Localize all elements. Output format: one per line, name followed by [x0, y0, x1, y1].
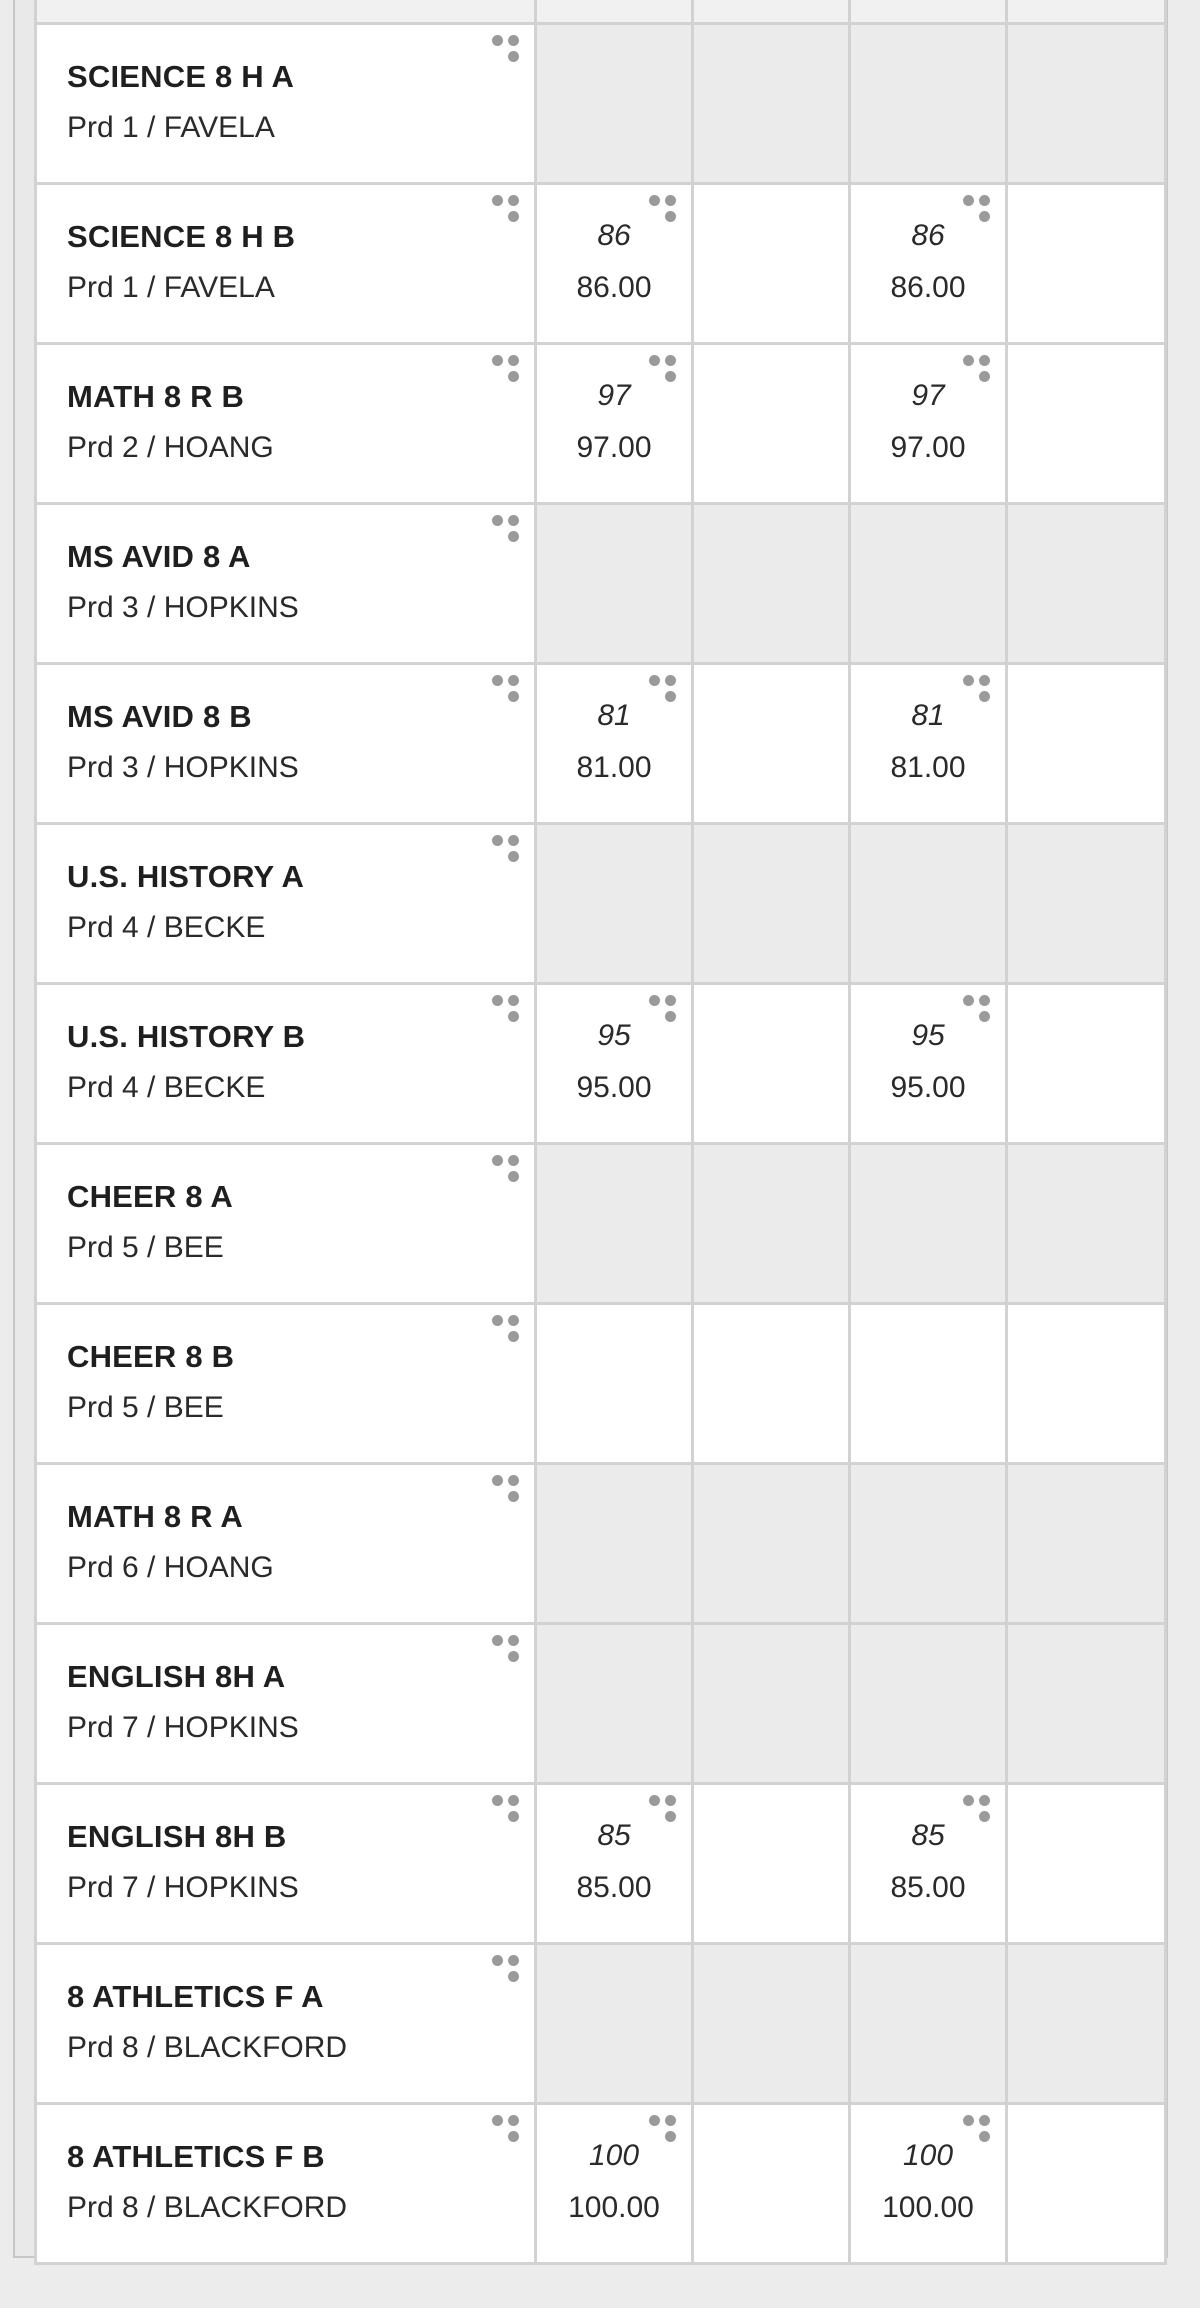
course-name: MS AVID 8 B: [67, 699, 252, 734]
more-options-icon[interactable]: [963, 995, 995, 1025]
grade-cell-term-3[interactable]: [850, 1304, 1007, 1464]
course-row: [36, 2104, 1166, 2264]
course-name: ENGLISH 8H A: [67, 1659, 286, 1694]
grade-cell-term-2[interactable]: [693, 984, 850, 1144]
course-period-teacher: Prd 5 / BEE: [67, 1231, 224, 1264]
grade-cell-term-2[interactable]: [693, 24, 850, 184]
grade-cell-term-4[interactable]: [1007, 1144, 1166, 1304]
course-name: SCIENCE 8 H B: [67, 219, 296, 254]
grade-mark: 86: [597, 219, 631, 252]
course-period-teacher: Prd 8 / BLACKFORD: [67, 2191, 348, 2224]
grade-cell-term-4[interactable]: [1007, 984, 1166, 1144]
course-name: ENGLISH 8H B: [67, 1819, 287, 1854]
course-period-teacher: Prd 7 / HOPKINS: [67, 1871, 299, 1904]
more-options-icon[interactable]: [649, 355, 681, 385]
grade-cell-term-2[interactable]: [693, 1144, 850, 1304]
more-options-icon[interactable]: [492, 675, 524, 705]
grade-mark: 97: [911, 379, 945, 412]
grade-cell-term-1[interactable]: [536, 24, 693, 184]
grade-mark: 100: [588, 2139, 640, 2172]
more-options-icon[interactable]: [492, 995, 524, 1025]
course-cell[interactable]: [36, 2104, 536, 2264]
grade-cell-term-1[interactable]: [536, 184, 693, 344]
grade-cell-term-1[interactable]: [536, 1624, 693, 1784]
grade-cell-term-3[interactable]: [850, 2104, 1007, 2264]
course-name: CHEER 8 A: [67, 1179, 234, 1214]
grade-cell-term-2[interactable]: [693, 1304, 850, 1464]
course-row: [36, 344, 1166, 504]
course-cell[interactable]: [36, 1784, 536, 1944]
grade-mark: 81: [911, 699, 945, 732]
grade-percent: 97.00: [890, 431, 966, 464]
grade-cell-term-4[interactable]: [1007, 1784, 1166, 1944]
grade-cell-term-1[interactable]: [536, 824, 693, 984]
course-cell[interactable]: [36, 824, 536, 984]
course-period-teacher: Prd 3 / HOPKINS: [67, 751, 299, 784]
grade-mark: 85: [911, 1819, 945, 1852]
more-options-icon[interactable]: [492, 835, 524, 865]
grade-percent: 95.00: [576, 1071, 652, 1104]
header-cell-term-4: [1007, 0, 1166, 24]
grade-percent: 85.00: [890, 1871, 966, 1904]
grade-cell-term-4[interactable]: [1007, 24, 1166, 184]
course-cell[interactable]: [36, 1144, 536, 1304]
course-period-teacher: Prd 6 / HOANG: [67, 1551, 274, 1584]
course-period-teacher: Prd 4 / BECKE: [67, 1071, 266, 1104]
more-options-icon[interactable]: [963, 1795, 995, 1825]
grade-cell-term-3[interactable]: [850, 1144, 1007, 1304]
grade-cell-term-2[interactable]: [693, 1784, 850, 1944]
more-options-icon[interactable]: [963, 355, 995, 385]
more-options-icon[interactable]: [649, 1795, 681, 1825]
grade-cell-term-3[interactable]: [850, 1624, 1007, 1784]
more-options-icon[interactable]: [649, 195, 681, 225]
course-name: 8 ATHLETICS F A: [67, 1979, 324, 2014]
course-name: U.S. HISTORY B: [67, 1019, 306, 1054]
grade-cell-term-3[interactable]: [850, 1464, 1007, 1624]
course-cell[interactable]: [36, 344, 536, 504]
grade-cell-term-3[interactable]: [850, 504, 1007, 664]
course-name: MATH 8 R B: [67, 379, 245, 414]
course-cell[interactable]: [36, 664, 536, 824]
course-cell[interactable]: [36, 984, 536, 1144]
grade-cell-term-4[interactable]: [1007, 2104, 1166, 2264]
grade-cell-term-4[interactable]: [1007, 1624, 1166, 1784]
course-name: 8 ATHLETICS F B: [67, 2139, 325, 2174]
grade-cell-term-2[interactable]: [693, 664, 850, 824]
more-options-icon[interactable]: [963, 2115, 995, 2145]
course-period-teacher: Prd 1 / FAVELA: [67, 271, 275, 304]
grade-cell-term-1[interactable]: [536, 1144, 693, 1304]
grade-cell-term-4[interactable]: [1007, 1944, 1166, 2104]
course-row: [36, 824, 1166, 984]
header-cell-term-1: [536, 0, 693, 24]
grade-cell-term-3[interactable]: [850, 984, 1007, 1144]
more-options-icon[interactable]: [492, 1315, 524, 1345]
grade-mark: 95: [911, 1019, 945, 1052]
grade-cell-term-4[interactable]: [1007, 1304, 1166, 1464]
more-options-icon[interactable]: [963, 675, 995, 705]
course-row: [36, 984, 1166, 1144]
course-cell[interactable]: [36, 504, 536, 664]
course-period-teacher: Prd 4 / BECKE: [67, 911, 266, 944]
course-name: CHEER 8 B: [67, 1339, 235, 1374]
grade-cell-term-1[interactable]: [536, 344, 693, 504]
course-row: [36, 184, 1166, 344]
course-row: [36, 1144, 1166, 1304]
header-cell-term-3: [850, 0, 1007, 24]
course-name: U.S. HISTORY A: [67, 859, 305, 894]
grade-cell-term-2[interactable]: [693, 1464, 850, 1624]
grade-cell-term-3[interactable]: [850, 184, 1007, 344]
grade-cell-term-4[interactable]: [1007, 664, 1166, 824]
course-row: [36, 1784, 1166, 1944]
grade-cell-term-1[interactable]: [536, 664, 693, 824]
more-options-icon[interactable]: [492, 195, 524, 225]
grade-percent: 86.00: [576, 271, 652, 304]
more-options-icon[interactable]: [492, 515, 524, 545]
more-options-icon[interactable]: [649, 2115, 681, 2145]
grade-cell-term-4[interactable]: [1007, 344, 1166, 504]
grade-cell-term-3[interactable]: [850, 24, 1007, 184]
course-name: MATH 8 R A: [67, 1499, 243, 1534]
course-cell[interactable]: [36, 1464, 536, 1624]
more-options-icon[interactable]: [492, 355, 524, 385]
more-options-icon[interactable]: [492, 1795, 524, 1825]
grade-percent: 95.00: [890, 1071, 966, 1104]
grade-cell-term-4[interactable]: [1007, 824, 1166, 984]
course-period-teacher: Prd 8 / BLACKFORD: [67, 2031, 348, 2064]
grades-table: [34, 0, 1167, 2265]
grade-cell-term-4[interactable]: [1007, 1464, 1166, 1624]
more-options-icon[interactable]: [649, 995, 681, 1025]
course-cell[interactable]: [36, 1304, 536, 1464]
header-cell-term-2: [693, 0, 850, 24]
course-period-teacher: Prd 5 / BEE: [67, 1391, 224, 1424]
grade-cell-term-2[interactable]: [693, 504, 850, 664]
grade-mark: 95: [597, 1019, 631, 1052]
table-header-row: [36, 0, 1166, 24]
course-cell[interactable]: [36, 24, 536, 184]
grade-percent: 81.00: [890, 751, 966, 784]
grade-percent: 100.00: [568, 2191, 660, 2224]
grade-percent: 86.00: [890, 271, 966, 304]
header-cell-course: [36, 0, 536, 24]
more-options-icon[interactable]: [492, 1475, 524, 1505]
grade-cell-term-3[interactable]: [850, 664, 1007, 824]
grade-percent: 100.00: [882, 2191, 974, 2224]
course-period-teacher: Prd 3 / HOPKINS: [67, 591, 299, 624]
course-row: [36, 504, 1166, 664]
course-name: MS AVID 8 A: [67, 539, 251, 574]
grade-mark: 86: [911, 219, 945, 252]
course-cell[interactable]: [36, 1944, 536, 2104]
grade-cell-term-1[interactable]: [536, 984, 693, 1144]
grade-mark: 81: [597, 699, 631, 732]
course-row: [36, 1304, 1166, 1464]
course-period-teacher: Prd 2 / HOANG: [67, 431, 274, 464]
grade-cell-term-1[interactable]: [536, 1304, 693, 1464]
course-row: [36, 1464, 1166, 1624]
grade-cell-term-1[interactable]: [536, 1944, 693, 2104]
grade-cell-term-2[interactable]: [693, 344, 850, 504]
course-period-teacher: Prd 1 / FAVELA: [67, 111, 275, 144]
grade-cell-term-4[interactable]: [1007, 504, 1166, 664]
more-options-icon[interactable]: [649, 675, 681, 705]
grade-mark: 97: [597, 379, 631, 412]
more-options-icon[interactable]: [492, 1155, 524, 1185]
course-cell[interactable]: [36, 1624, 536, 1784]
course-name: SCIENCE 8 H A: [67, 59, 295, 94]
grade-cell-term-3[interactable]: [850, 824, 1007, 984]
grade-percent: 97.00: [576, 431, 652, 464]
grade-percent: 85.00: [576, 1871, 652, 1904]
grade-cell-term-2[interactable]: [693, 1624, 850, 1784]
course-row: [36, 1624, 1166, 1784]
grade-cell-term-1[interactable]: [536, 1784, 693, 1944]
grade-cell-term-1[interactable]: [536, 504, 693, 664]
grade-cell-term-2[interactable]: [693, 2104, 850, 2264]
more-options-icon[interactable]: [492, 2115, 524, 2145]
more-options-icon[interactable]: [963, 195, 995, 225]
course-row: [36, 664, 1166, 824]
grade-cell-term-1[interactable]: [536, 2104, 693, 2264]
grade-mark: 100: [902, 2139, 954, 2172]
grade-cell-term-2[interactable]: [693, 1944, 850, 2104]
course-cell[interactable]: [36, 184, 536, 344]
grade-cell-term-4[interactable]: [1007, 184, 1166, 344]
grade-cell-term-3[interactable]: [850, 1784, 1007, 1944]
grade-cell-term-1[interactable]: [536, 1464, 693, 1624]
grade-percent: 81.00: [576, 751, 652, 784]
more-options-icon[interactable]: [492, 35, 524, 65]
grade-cell-term-2[interactable]: [693, 184, 850, 344]
grade-cell-term-2[interactable]: [693, 824, 850, 984]
course-period-teacher: Prd 7 / HOPKINS: [67, 1711, 299, 1744]
course-row: [36, 1944, 1166, 2104]
more-options-icon[interactable]: [492, 1955, 524, 1985]
more-options-icon[interactable]: [492, 1635, 524, 1665]
grade-cell-term-3[interactable]: [850, 1944, 1007, 2104]
grade-mark: 85: [597, 1819, 631, 1852]
course-row: [36, 24, 1166, 184]
grade-cell-term-3[interactable]: [850, 344, 1007, 504]
